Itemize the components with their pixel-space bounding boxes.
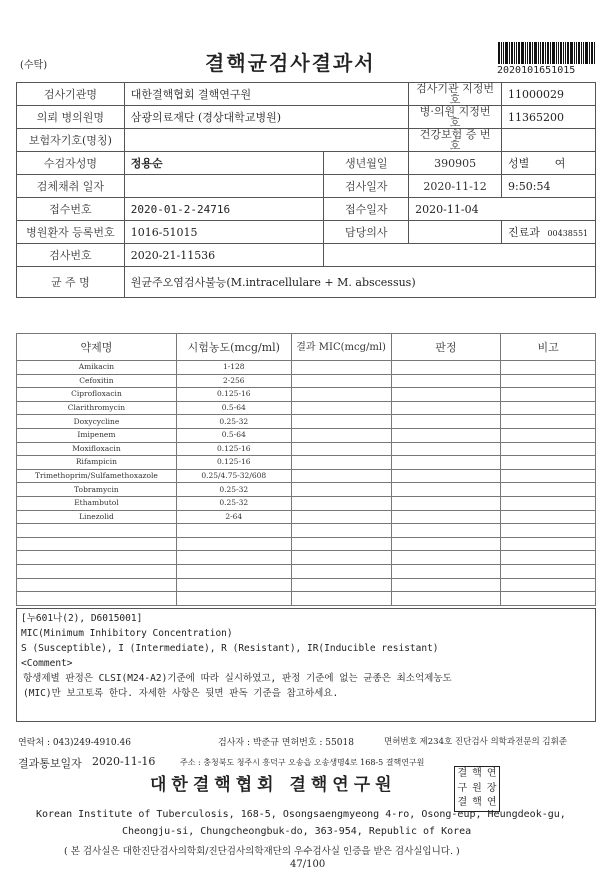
examiner: 검사자 : 박준규 면허번호 : 55018 <box>218 738 354 748</box>
notes-box <box>16 608 596 722</box>
drug-mic <box>291 428 391 442</box>
drug-remark <box>501 388 596 402</box>
english-address-2: Cheongju-si, Chungcheongbuk-do, 363-954, Republic of Korea <box>122 826 472 837</box>
test-no-value: 2020-21-11536 <box>124 244 324 267</box>
collect-value <box>124 175 324 198</box>
info-table <box>16 82 596 298</box>
sex-label: 성별 <box>508 157 530 170</box>
test-date-label: 검사일자 <box>324 175 409 198</box>
drug-interpretation <box>391 592 501 606</box>
drug-range: 0.5-64 <box>176 428 291 442</box>
table-row <box>17 469 596 483</box>
drug-name: Rifampicin <box>17 456 177 470</box>
drug-name <box>17 524 177 538</box>
drug-name: Ethambutol <box>17 496 177 510</box>
drug-interpretation <box>391 374 501 388</box>
dept-label: 진료과 <box>508 226 540 239</box>
hospital-label: 의뢰 병의원명 <box>17 106 125 129</box>
table-row <box>17 483 596 497</box>
seal-glyph: 연 <box>486 797 497 809</box>
drug-name: Moxifloxacin <box>17 442 177 456</box>
hospital-value: 삼광의료재단 (경상대학교병원) <box>124 106 408 129</box>
test-date-value: 2020-11-12 <box>409 175 502 198</box>
drug-range: 0.125-16 <box>176 388 291 402</box>
patient-value: 정용순 <box>124 152 324 175</box>
table-row <box>17 564 596 578</box>
drug-remark <box>501 456 596 470</box>
notes-comment-line2: (MIC)만 보고토록 한다. 자세한 사항은 뒷면 판독 기준을 참고하세요. <box>23 688 339 699</box>
notes-code: [누601나(2), D6015001] <box>21 613 143 624</box>
drug-mic <box>291 524 391 538</box>
english-address-1: Korean Institute of Tuberculosis, 168-5, Osongsaengmyeong 4-ro, Osong-eup, Heungdeok-gu, <box>36 809 566 820</box>
org-name: 대한결핵협회 결핵연구원 <box>150 775 397 795</box>
table-row <box>17 415 596 429</box>
notes-comment-line1: 항생제별 판정은 CLSI(M24-A2)기준에 따라 실시하였고, 판정 기준에 없는 균종은 최소억제농도 <box>23 673 452 684</box>
page-number: 47/100 <box>290 859 326 870</box>
drug-mic <box>291 483 391 497</box>
seal-glyph: 핵 <box>472 797 482 809</box>
seal-glyph: 원 <box>472 782 482 794</box>
seal-glyph: 연 <box>486 768 497 779</box>
dept-value: 00438551 <box>547 229 589 238</box>
lab-id-value: 11000029 <box>502 83 596 106</box>
table-row <box>17 428 596 442</box>
drug-range: 0.5-64 <box>176 401 291 415</box>
drug-remark <box>501 469 596 483</box>
health-id-label: 건강보험 증 번 호 <box>409 129 502 152</box>
table-row <box>17 442 596 456</box>
insurer-value <box>124 129 408 152</box>
drug-remark <box>501 496 596 510</box>
table-row <box>17 361 596 375</box>
report-date-value: 2020-11-16 <box>92 755 156 768</box>
notes-sir: S (Susceptible), I (Intermediate), R (Resistant), IR(Inducible resistant) <box>21 643 439 654</box>
drug-interpretation <box>391 564 501 578</box>
drug-range: 0.25-32 <box>176 483 291 497</box>
drug-interpretation <box>391 537 501 551</box>
drug-mic <box>291 469 391 483</box>
drug-mic <box>291 401 391 415</box>
doctor-label: 담당의사 <box>324 221 409 244</box>
lab-id-label: 검사기관 지정번호 <box>409 83 502 106</box>
drug-mic <box>291 361 391 375</box>
drug-remark <box>501 374 596 388</box>
drug-name: Ciprofloxacin <box>17 388 177 402</box>
drug-range <box>176 551 291 565</box>
table-row <box>17 592 596 606</box>
doctor-value <box>409 221 502 244</box>
drug-interpretation <box>391 483 501 497</box>
drug-name <box>17 551 177 565</box>
address-kr: 주소 : 충청북도 청주시 흥덕구 오송읍 오송생명4로 168-5 결핵연구원 <box>180 758 425 767</box>
susceptibility-table <box>16 333 596 606</box>
sex-cell <box>502 152 596 175</box>
drug-range <box>176 524 291 538</box>
drug-remark <box>501 578 596 592</box>
drug-mic <box>291 374 391 388</box>
drug-interpretation <box>391 456 501 470</box>
drug-name: Tobramycin <box>17 483 177 497</box>
document-title: 결핵균검사결과서 <box>205 51 376 75</box>
drug-remark <box>501 401 596 415</box>
contact: 연락처 : 043)249-4910.46 <box>18 738 131 748</box>
hospital-id-value: 11365200 <box>502 106 596 129</box>
certification: ( 본 검사실은 대한진단검사의학회/진단검사의학재단의 우수검사실 인증을 받은 검사실입니다. ) <box>64 846 460 857</box>
drug-mic <box>291 442 391 456</box>
drug-interpretation <box>391 524 501 538</box>
drug-name: Amikacin <box>17 361 177 375</box>
drug-name: Linezolid <box>17 510 177 524</box>
notes-comment-title: <Comment> <box>21 658 73 669</box>
drug-mic <box>291 496 391 510</box>
drug-name: Imipenem <box>17 428 177 442</box>
drug-mic <box>291 564 391 578</box>
table-row <box>17 551 596 565</box>
license: 면허번호 제234호 진단검사 의학과전문의 김휘준 <box>384 737 568 747</box>
drug-range: 0.25-32 <box>176 496 291 510</box>
drug-interpretation <box>391 496 501 510</box>
drug-range <box>176 578 291 592</box>
table-row <box>17 496 596 510</box>
drug-name <box>17 564 177 578</box>
drug-remark <box>501 415 596 429</box>
seal-glyph: 결 <box>457 797 468 809</box>
header-range: 시험농도(mcg/ml) <box>176 334 291 361</box>
drug-remark <box>501 537 596 551</box>
drug-remark <box>501 361 596 375</box>
table-row <box>17 401 596 415</box>
drug-interpretation <box>391 388 501 402</box>
drug-range <box>176 537 291 551</box>
receipt-no-label: 접수번호 <box>17 198 125 221</box>
drug-name: Trimethoprim/Sulfamethoxazole <box>17 469 177 483</box>
barcode <box>498 42 595 64</box>
drug-range: 0.25-32 <box>176 415 291 429</box>
drug-remark <box>501 564 596 578</box>
drug-name <box>17 537 177 551</box>
receipt-no-value: 2020-01-2-24716 <box>124 198 324 221</box>
notes-mic: MIC(Minimum Inhibitory Concentration) <box>21 628 233 639</box>
drug-remark <box>501 483 596 497</box>
insurer-label: 보험자기호(명칭) <box>17 129 125 152</box>
receipt-date-value: 2020-11-04 <box>409 198 596 221</box>
patient-label: 수검자성명 <box>17 152 125 175</box>
seal-glyph: 핵 <box>472 768 482 779</box>
birth-value: 390905 <box>409 152 502 175</box>
drug-range: 0.25/4.75-32/608 <box>176 469 291 483</box>
chart-no-label: 병원환자 등록번호 <box>17 221 125 244</box>
drug-name <box>17 578 177 592</box>
table-row <box>17 456 596 470</box>
drug-interpretation <box>391 415 501 429</box>
drug-range <box>176 564 291 578</box>
drug-mic <box>291 456 391 470</box>
header-mic: 결과 MIC(mcg/ml) <box>291 334 391 361</box>
drug-mic <box>291 592 391 606</box>
drug-remark <box>501 592 596 606</box>
drug-interpretation <box>391 510 501 524</box>
drug-mic <box>291 537 391 551</box>
test-no-label: 검사번호 <box>17 244 125 267</box>
drug-range <box>176 592 291 606</box>
drug-mic <box>291 415 391 429</box>
dept-cell <box>502 221 596 244</box>
drug-interpretation <box>391 551 501 565</box>
hospital-id-label: 병·의원 지정번호 <box>409 106 502 129</box>
barcode-number: 2020101651015 <box>497 65 576 76</box>
drug-mic <box>291 388 391 402</box>
table-row <box>17 578 596 592</box>
organism-value: 원균주오염검사불능(M.intracellulare + M. abscessus) <box>124 267 595 298</box>
drug-mic <box>291 510 391 524</box>
drug-remark <box>501 442 596 456</box>
chart-no-value: 1016-51015 <box>124 221 324 244</box>
birth-label: 생년월일 <box>324 152 409 175</box>
receipt-date-label: 접수일자 <box>324 198 409 221</box>
drug-interpretation <box>391 442 501 456</box>
report-date-label: 결과통보일자 <box>18 757 82 770</box>
lab-value: 대한결핵협회 결핵연구원 <box>124 83 408 106</box>
drug-range: 0.125-16 <box>176 456 291 470</box>
table-row <box>17 374 596 388</box>
drug-interpretation <box>391 469 501 483</box>
table-row <box>17 524 596 538</box>
seal-glyph: 구 <box>457 782 468 794</box>
sex-value: 여 <box>554 157 566 170</box>
drug-remark <box>501 510 596 524</box>
table-row <box>17 537 596 551</box>
organism-label: 균 주 명 <box>17 267 125 298</box>
header-interpretation: 판정 <box>391 334 501 361</box>
drug-name: Clarithromycin <box>17 401 177 415</box>
official-seal <box>454 766 500 812</box>
drug-name: Cefoxitin <box>17 374 177 388</box>
test-time-value: 9:50:54 <box>502 175 596 198</box>
table-row <box>17 510 596 524</box>
drug-name <box>17 592 177 606</box>
drug-mic <box>291 578 391 592</box>
drug-remark <box>501 428 596 442</box>
collect-label: 검체채취 일자 <box>17 175 125 198</box>
drug-range: 0.125-16 <box>176 442 291 456</box>
drug-range: 2-64 <box>176 510 291 524</box>
seal-glyph: 장 <box>486 782 497 794</box>
drug-interpretation <box>391 428 501 442</box>
lab-label: 검사기관명 <box>17 83 125 106</box>
drug-name: Doxycycline <box>17 415 177 429</box>
drug-range: 1-128 <box>176 361 291 375</box>
drug-interpretation <box>391 401 501 415</box>
drug-mic <box>291 551 391 565</box>
drug-remark <box>501 551 596 565</box>
seal-glyph: 결 <box>457 768 468 779</box>
document-tag: (수탁) <box>20 60 48 71</box>
drug-interpretation <box>391 578 501 592</box>
table-row <box>17 388 596 402</box>
header-drug: 약제명 <box>17 334 177 361</box>
header-remark: 비고 <box>501 334 596 361</box>
drug-interpretation <box>391 361 501 375</box>
drug-range: 2-256 <box>176 374 291 388</box>
drug-remark <box>501 524 596 538</box>
health-id-value <box>502 129 596 152</box>
